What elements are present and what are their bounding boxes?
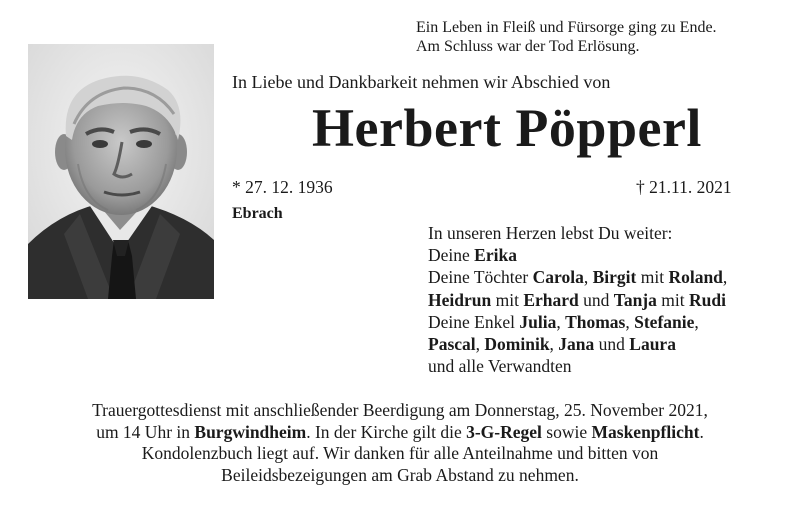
funeral-notice (0, 400, 800, 486)
family-line-1: In unseren Herzen lebst Du weiter: (428, 223, 673, 243)
hometown: Ebrach (232, 205, 283, 222)
footer-line-4: Beileidsbezeigungen am Grab Abstand zu nehmen. (221, 464, 579, 485)
family-line-5: Deine Enkel Julia, Thomas, Stefanie, (428, 311, 699, 332)
footer-line-2: um 14 Uhr in Burgwindheim. In der Kirche gilt die 3-G-Regel sowie Maskenpflicht. (96, 421, 704, 442)
portrait-photo (28, 44, 214, 299)
family-line-4: Heidrun mit Erhard und Tanja mit Rudi (428, 289, 726, 310)
intro-text: In Liebe und Dankbarkeit nehmen wir Abschied von (232, 72, 611, 92)
motto-line-2: Am Schluss war der Tod Erlösung. (416, 38, 640, 55)
birth-date: * 27. 12. 1936 (232, 177, 333, 197)
motto-line-1: Ein Leben in Fleiß und Fürsorge ging zu Ende. (416, 19, 717, 36)
footer-line-1: Trauergottesdienst mit anschließender Beerdigung am Donnerstag, 25. November 2021, (92, 400, 708, 420)
footer-line-3: Kondolenzbuch liegt auf. Wir danken für alle Anteilnahme und bitten von (141, 443, 659, 463)
family-line-7: und alle Verwandten (428, 356, 572, 377)
death-date: † 21.11. 2021 (636, 177, 732, 197)
family-line-2: Deine Erika (428, 245, 517, 266)
motto (416, 18, 717, 56)
family-line-3: Deine Töchter Carola, Birgit mit Roland, (428, 267, 728, 288)
family-list (428, 222, 727, 377)
family-line-6: Pascal, Dominik, Jana und Laura (428, 334, 676, 355)
deceased-name: Herbert Pöpperl (312, 98, 702, 158)
wife-name: Erika (474, 245, 517, 266)
